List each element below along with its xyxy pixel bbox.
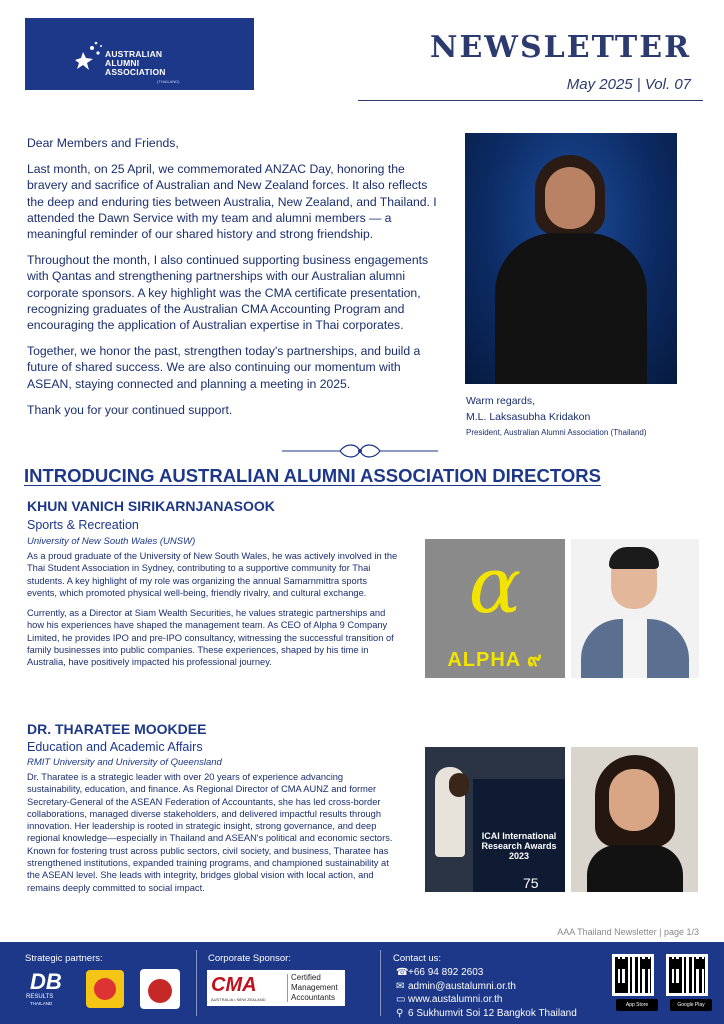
google-play-badge[interactable]: Google Play <box>670 999 712 1011</box>
director-university: University of New South Wales (UNSW) <box>27 536 196 547</box>
signer-title: President, Australian Alumni Association (Thailand) <box>466 428 647 437</box>
alpha-symbol: α <box>468 541 522 631</box>
director-role: Education and Academic Affairs <box>27 740 203 754</box>
president-letter <box>27 135 442 428</box>
director-university: RMIT University and University of Queensland <box>27 757 222 768</box>
monitor-icon: ▭ <box>396 994 406 1005</box>
page-number: AAA Thailand Newsletter | page 1/3 <box>557 927 699 937</box>
letter-paragraph: Throughout the month, I also continued supporting business engagements with Qantas and strengthening partnerships with our Australian alumni corporate sponsors. A key highlight was the CMA certificate presentation, recognizing graduates of the Australian CMA Accounting Program and encouraging the application of Australian expertise in Thai corporates. <box>27 253 429 333</box>
letter-paragraph: Together, we honor the past, strengthen today's partnerships, and build a future of shared success. We are also continuing our momentum with ASEAN, staying connected and planning a meeting in 2025. <box>27 344 421 391</box>
header-rule <box>358 100 703 101</box>
footer-divider <box>380 950 381 1016</box>
letter-paragraph: Last month, on 25 April, we commemorated ANZAC Day, honoring the bravery and sacrifice of Australian and New Zealand forces. It also reflects the deep and enduring ties between Australia, New Zealand, and Thailand. I attended the Dawn Service with my team and alumni members — a meaningful reminder of our shared history and strong friendship. <box>27 162 437 242</box>
ornament-divider <box>282 440 438 462</box>
alpha9-logo <box>425 539 565 678</box>
issue-label: May 2025 | Vol. 07 <box>566 76 691 93</box>
bio-paragraph: Currently, as a Director at Siam Wealth Securities, he values strategic partnerships and how his experiences have shaped the management team. As CEO of Alpha 9 Company Limited, he provides IPO and pre-IPO consultancy, witnessing the successful transition of family businesses into public companies. These experiences, shaped by his time in Australia, have positively impacted his professional journey. <box>27 608 394 668</box>
award-event-photo: ICAI International Research Awards 2023 75 <box>425 747 565 892</box>
director-photo <box>571 747 698 892</box>
app-store-badge[interactable]: App Store <box>616 999 658 1011</box>
alpha-wordmark: ALPHA ๙ <box>447 649 543 671</box>
letter-greeting: Dear Members and Friends, <box>27 136 179 150</box>
newsletter-title: NEWSLETTER <box>430 30 691 65</box>
school-crest-logo <box>140 969 180 1009</box>
org-name: AUSTRALIAN ALUMNI ASSOCIATION <box>105 49 166 77</box>
contact-address: ⚲ 6 Sukhumvit Soi 12 Bangkok Thailand <box>396 1007 577 1019</box>
contact-email[interactable]: ✉ admin@austalumni.or.th <box>396 980 516 992</box>
letter-paragraph: Thank you for your continued support. <box>27 402 233 417</box>
qr-code-app-store[interactable] <box>612 954 654 996</box>
footer-divider <box>196 950 197 1016</box>
mail-icon: ✉ <box>396 980 405 992</box>
qr-code-google-play[interactable] <box>666 954 708 996</box>
association-logo <box>25 18 254 90</box>
contact-phone[interactable]: ☎+66 94 892 2603 <box>396 967 484 978</box>
partners-label: Strategic partners: <box>25 953 103 964</box>
contact-label: Contact us: <box>393 953 442 964</box>
closing: Warm regards, <box>466 395 536 407</box>
org-country: (THAILAND) <box>157 79 180 84</box>
director-photo <box>571 539 699 678</box>
location-pin-icon: ⚲ <box>396 1007 404 1019</box>
director-bio <box>27 771 399 902</box>
sponsor-label: Corporate Sponsor: <box>208 953 291 964</box>
director-name: DR. THARATEE MOOKDEE <box>27 721 207 737</box>
cma-logo: CMA AUSTRALIA • NEW ZEALAND Certified Management Accountants <box>207 970 345 1006</box>
bio-paragraph: Dr. Tharatee is a strategic leader with over 20 years of experience advancing sustainability, education, and finance. As Regional Director of CMA AUNZ and former Secretary-General of the ASEAN Federation of Accountants, she has led cross-border collaborations, managed diverse stakeholders, and delivered impactful results through innovation. Her leadership is rooted in strategic insight, strong governance, and deep regional knowledge—especially in Thailand and ASEAN's political and economic sectors. Known for fostering trust across public sectors, civil society, and business, Tharatee has strengthened institutions, expanded training programs, and championed sustainability at the ASEAN level. She leads with integrity, bridges global vision with local action, and remains deeply committed to social impact. <box>27 772 393 893</box>
section-title: INTRODUCING AUSTRALIAN ALUMNI ASSOCIATION DIRECTORS <box>24 465 601 486</box>
db-results-logo: DB RESULTS THAILAND <box>26 969 62 1006</box>
contact-website[interactable]: ▭ www.austalumni.or.th <box>396 994 503 1005</box>
signer-name: M.L. Laksasubha Kridakon <box>466 411 591 423</box>
president-photo <box>465 133 677 384</box>
phone-icon: ☎ <box>396 967 409 978</box>
footer <box>0 942 724 1024</box>
signature-block <box>466 393 647 441</box>
southern-cross-star-icon <box>65 38 105 78</box>
contact-list <box>396 966 577 1020</box>
director-bio <box>27 550 399 677</box>
advance-partner-logo <box>86 970 124 1008</box>
director-name: KHUN VANICH SIRIKARNJANASOOK <box>27 498 275 514</box>
bio-paragraph: As a proud graduate of the University of New South Wales, he was actively involved in the Thai Student Association in Sydney, contributing to a supportive community for Thai students. A key highlight of my role was organizing the annual Samarnmittra sports events, which promoted physical well-being, friendly rivalry, and cultural exchange. <box>27 551 398 598</box>
director-role: Sports & Recreation <box>27 518 139 532</box>
